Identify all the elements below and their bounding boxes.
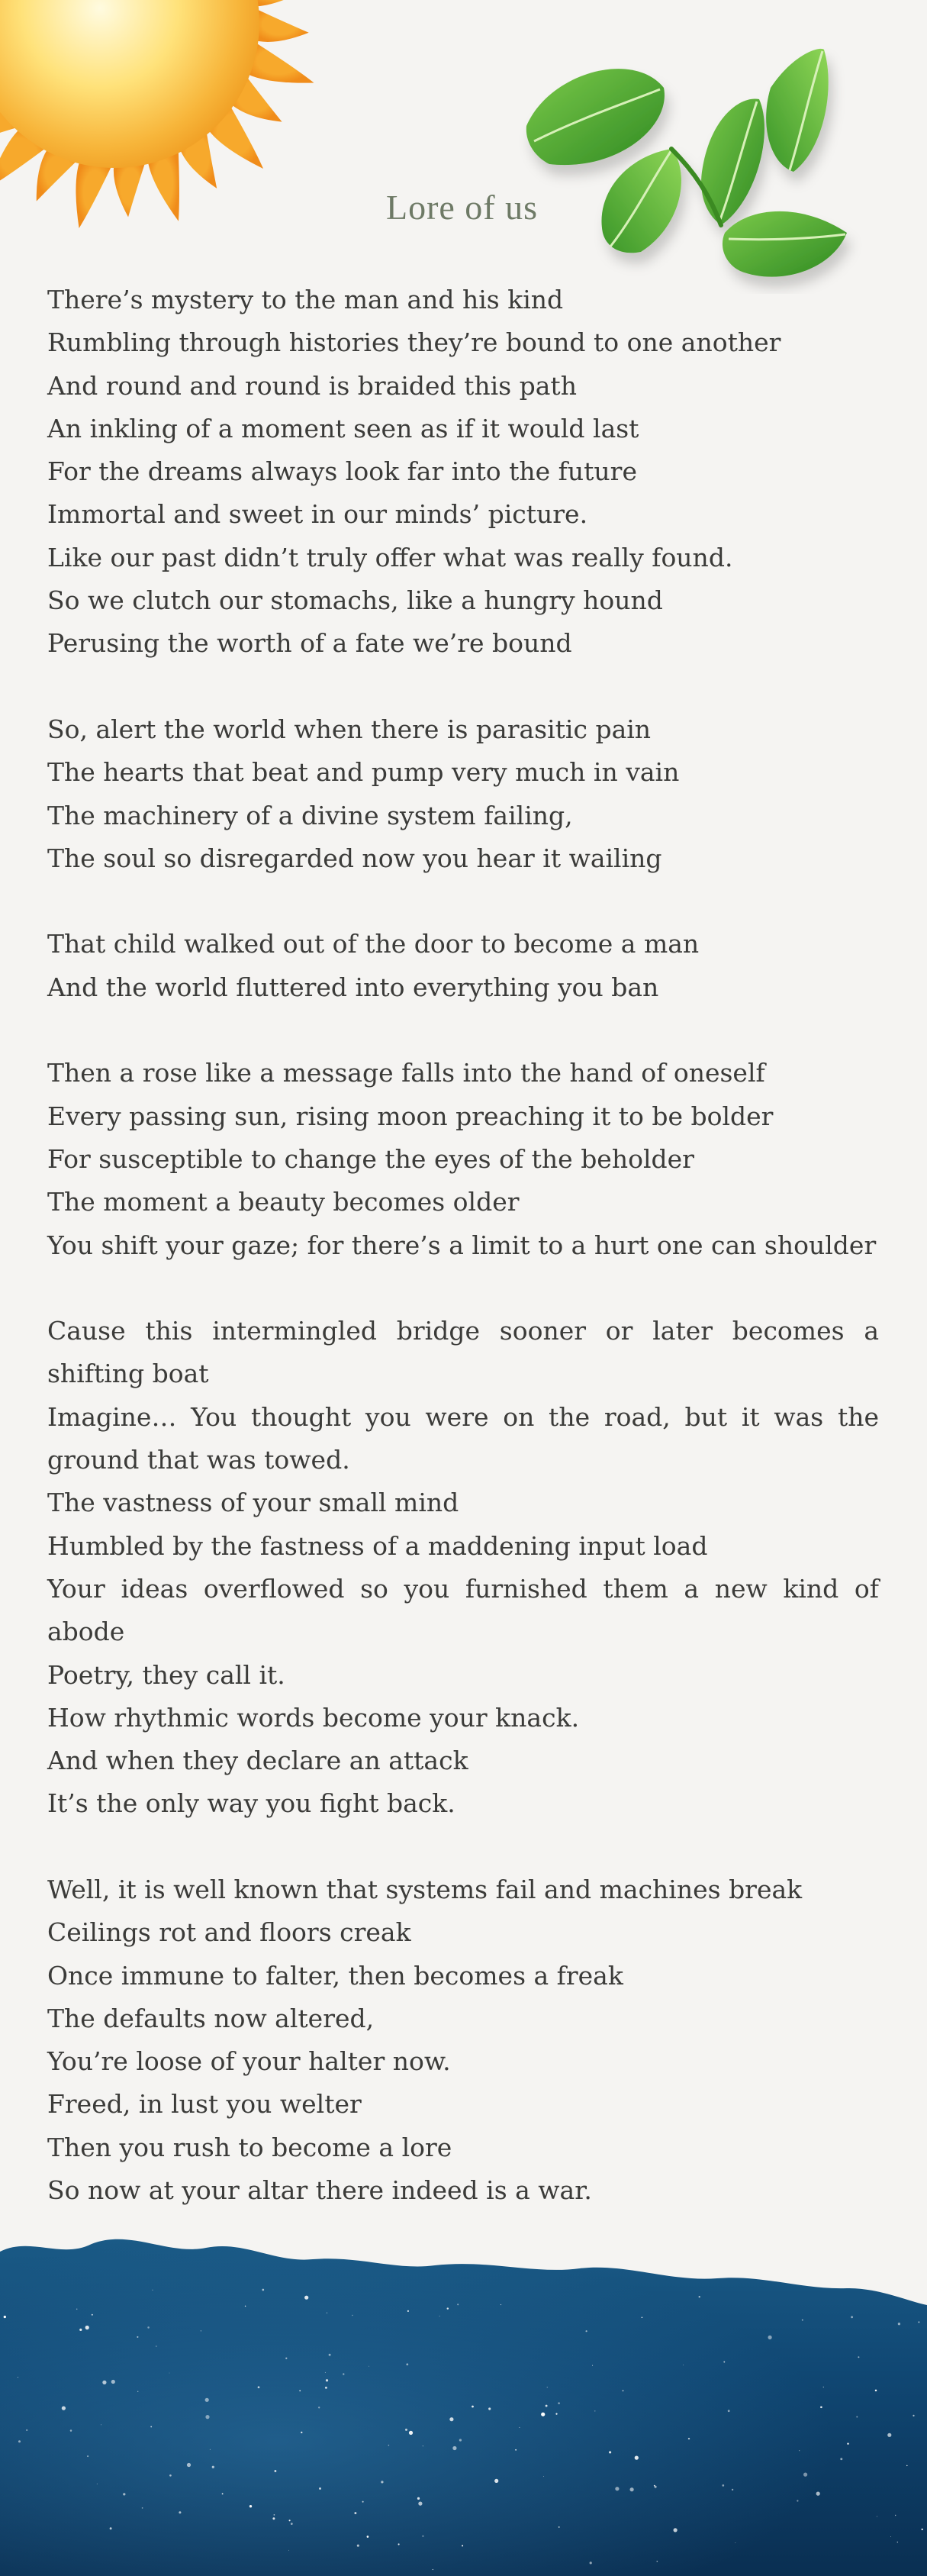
poem-line: Ceilings rot and floors creak xyxy=(47,1917,411,1948)
poem-line: Then a rose like a message falls into the hand of oneself xyxy=(47,1058,765,1088)
poem-line: And the world fluttered into everything you ban xyxy=(47,972,659,1002)
poem-line: So now at your altar there indeed is a war. xyxy=(47,2175,592,2206)
poem-line: Your ideas overflowed so you furnished them a new kind of abode xyxy=(47,1573,879,1647)
poem-line: The soul so disregarded now you hear it wailing xyxy=(47,843,662,873)
poem-line: Once immune to falter, then becomes a freak xyxy=(47,1960,623,1991)
poem-line: For the dreams always look far into the future xyxy=(47,456,637,487)
poem-line: Perusing the worth of a fate we’re bound xyxy=(47,628,572,659)
poem-line: So we clutch our stomachs, like a hungry hound xyxy=(47,585,663,616)
page-title: Lore of us xyxy=(385,188,539,227)
poem-line: Immortal and sweet in our minds’ picture. xyxy=(47,499,588,530)
poem-stanza xyxy=(47,708,879,880)
poem-line: Humbled by the fastness of a maddening input load xyxy=(47,1530,708,1561)
poem-body xyxy=(47,279,879,2212)
poem-line: Then you rush to become a lore xyxy=(47,2132,452,2162)
poem-line: There’s mystery to the man and his kind xyxy=(47,285,564,314)
poem-line: It’s the only way you fight back. xyxy=(47,1788,455,1819)
poem-line: And when they declare an attack xyxy=(47,1746,468,1776)
poem-stanza xyxy=(47,1868,879,2212)
poem-line: Well, it is well known that systems fail and machines break xyxy=(47,1874,803,1904)
poem-line: An inkling of a moment seen as if it would last xyxy=(47,413,639,443)
poem-line: For susceptible to change the eyes of the beholder xyxy=(47,1143,694,1174)
poem-line: You shift your gaze; for there’s a limit to a hurt one can shoulder xyxy=(47,1230,877,1260)
poem-line: That child walked out of the door to become a man xyxy=(47,929,700,959)
poem-line: Cause this intermingled bridge sooner or later becomes a shifting boat xyxy=(47,1316,879,1389)
poem-line: The defaults now altered, xyxy=(47,2003,375,2033)
poem-line: Every passing sun, rising moon preaching it to be bolder xyxy=(47,1101,774,1131)
poem-stanza xyxy=(47,1310,879,1826)
poem-line: Freed, in lust you welter xyxy=(47,2089,362,2120)
poem-line: Imagine… You thought you were on the road, but it was the ground that was towed. xyxy=(47,1401,879,1475)
poem-line: You’re loose of your halter now. xyxy=(47,2046,451,2077)
poem-line: How rhythmic words become your knack. xyxy=(47,1702,580,1733)
poem-line: The vastness of your small mind xyxy=(47,1488,459,1518)
poem-stanza xyxy=(47,1052,879,1266)
poem-stanza xyxy=(47,279,879,666)
poem-line: And round and round is braided this path xyxy=(47,370,577,401)
poem-stanza xyxy=(47,923,879,1009)
poem-line: Poetry, they call it. xyxy=(47,1659,285,1690)
starry-ocean-illustration xyxy=(0,2229,927,2576)
poem-line: The hearts that beat and pump very much in vain xyxy=(47,757,680,788)
poem-line: Like our past didn’t truly offer what was really found. xyxy=(47,542,733,572)
poem-line: The moment a beauty becomes older xyxy=(47,1187,520,1217)
poem-line: So, alert the world when there is parasitic pain xyxy=(47,714,652,744)
mint-leaves-illustration xyxy=(519,42,862,294)
poem-line: The machinery of a divine system failing, xyxy=(47,800,573,830)
poem-line: Rumbling through histories they’re bound to one another xyxy=(47,327,781,358)
